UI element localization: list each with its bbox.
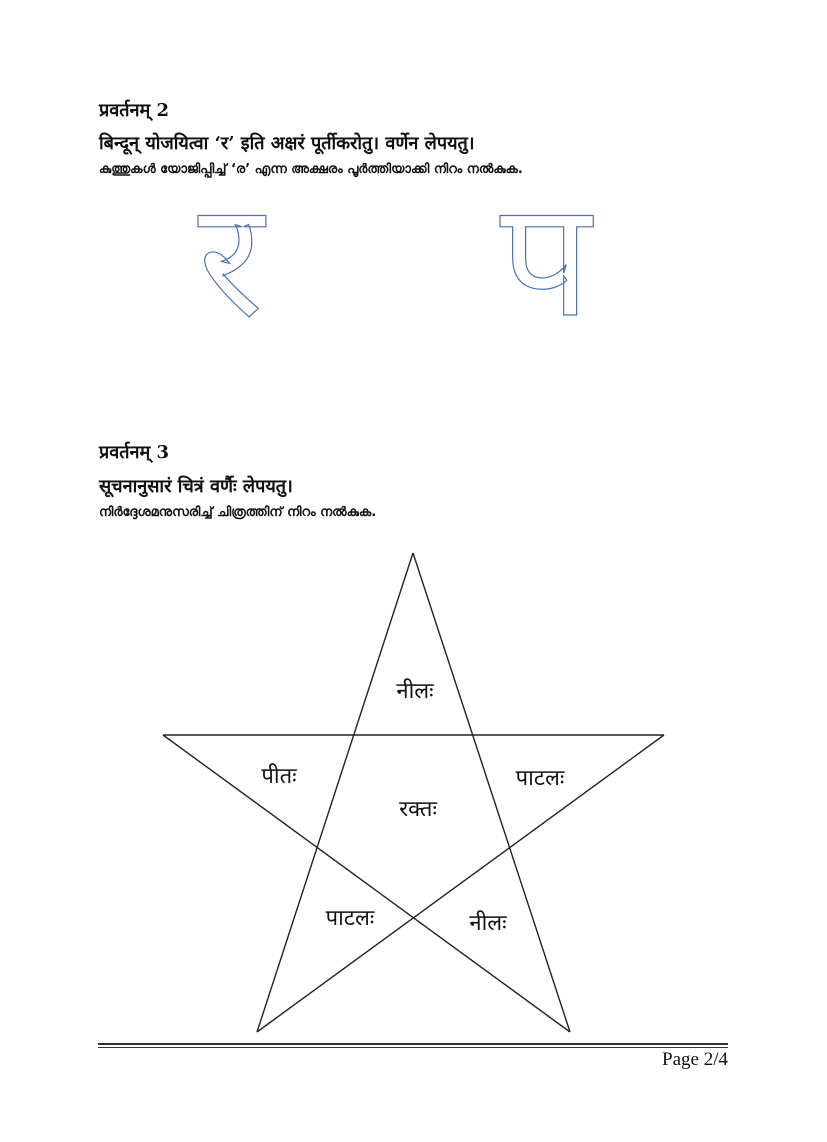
- star-line-top-bottomleft: [257, 553, 413, 1032]
- exercise-3-heading: प्रवर्तनम् 3: [99, 442, 170, 463]
- star-label-top: नीलः: [396, 679, 434, 704]
- star-line-top-bottomright: [413, 553, 570, 1032]
- exercise-2-instruction-malayalam: കുത്തുകൾ യോജിപ്പിച്ച് ‘ര’ എന്ന അക്ഷരം പൂർത്തിയാക്കി നിറം നൽകുക.: [99, 162, 523, 177]
- star-line-right-bottomleft: [257, 735, 664, 1032]
- star-label-bottom-left: पाटलः: [325, 906, 375, 931]
- star-label-right: पाटलः: [515, 766, 565, 791]
- star-label-left: पीतः: [261, 764, 297, 789]
- exercise-3-instruction-sanskrit: सूचनानुसारं चित्रं वर्णैः लेपयतु।: [99, 476, 293, 497]
- exercise-2-heading: प्रवर्तनम् 2: [99, 100, 170, 121]
- star-label-center: रक्तः: [399, 797, 437, 822]
- exercise-3-instruction-malayalam: നിർദ്ദേശമനുസരിച്ച് ചിത്രത്തിന് നിറം നൽകുക.: [99, 505, 377, 520]
- exercise-2-instruction-sanskrit: बिन्दून् योजयित्वा ‘र’ इति अक्षरं पूर्तीकरोतु। वर्णेन लेपयतु।: [99, 133, 475, 154]
- footer-rule: [98, 1043, 728, 1045]
- trace-letter-pa: प: [500, 166, 591, 353]
- star-line-left-bottomright: [163, 735, 570, 1032]
- footer-rule-thin: [98, 1047, 728, 1048]
- trace-letter-ra: र: [198, 166, 264, 353]
- star-label-bottom-right: नीलः: [469, 911, 507, 936]
- page-number: Page 2/4: [662, 1049, 728, 1070]
